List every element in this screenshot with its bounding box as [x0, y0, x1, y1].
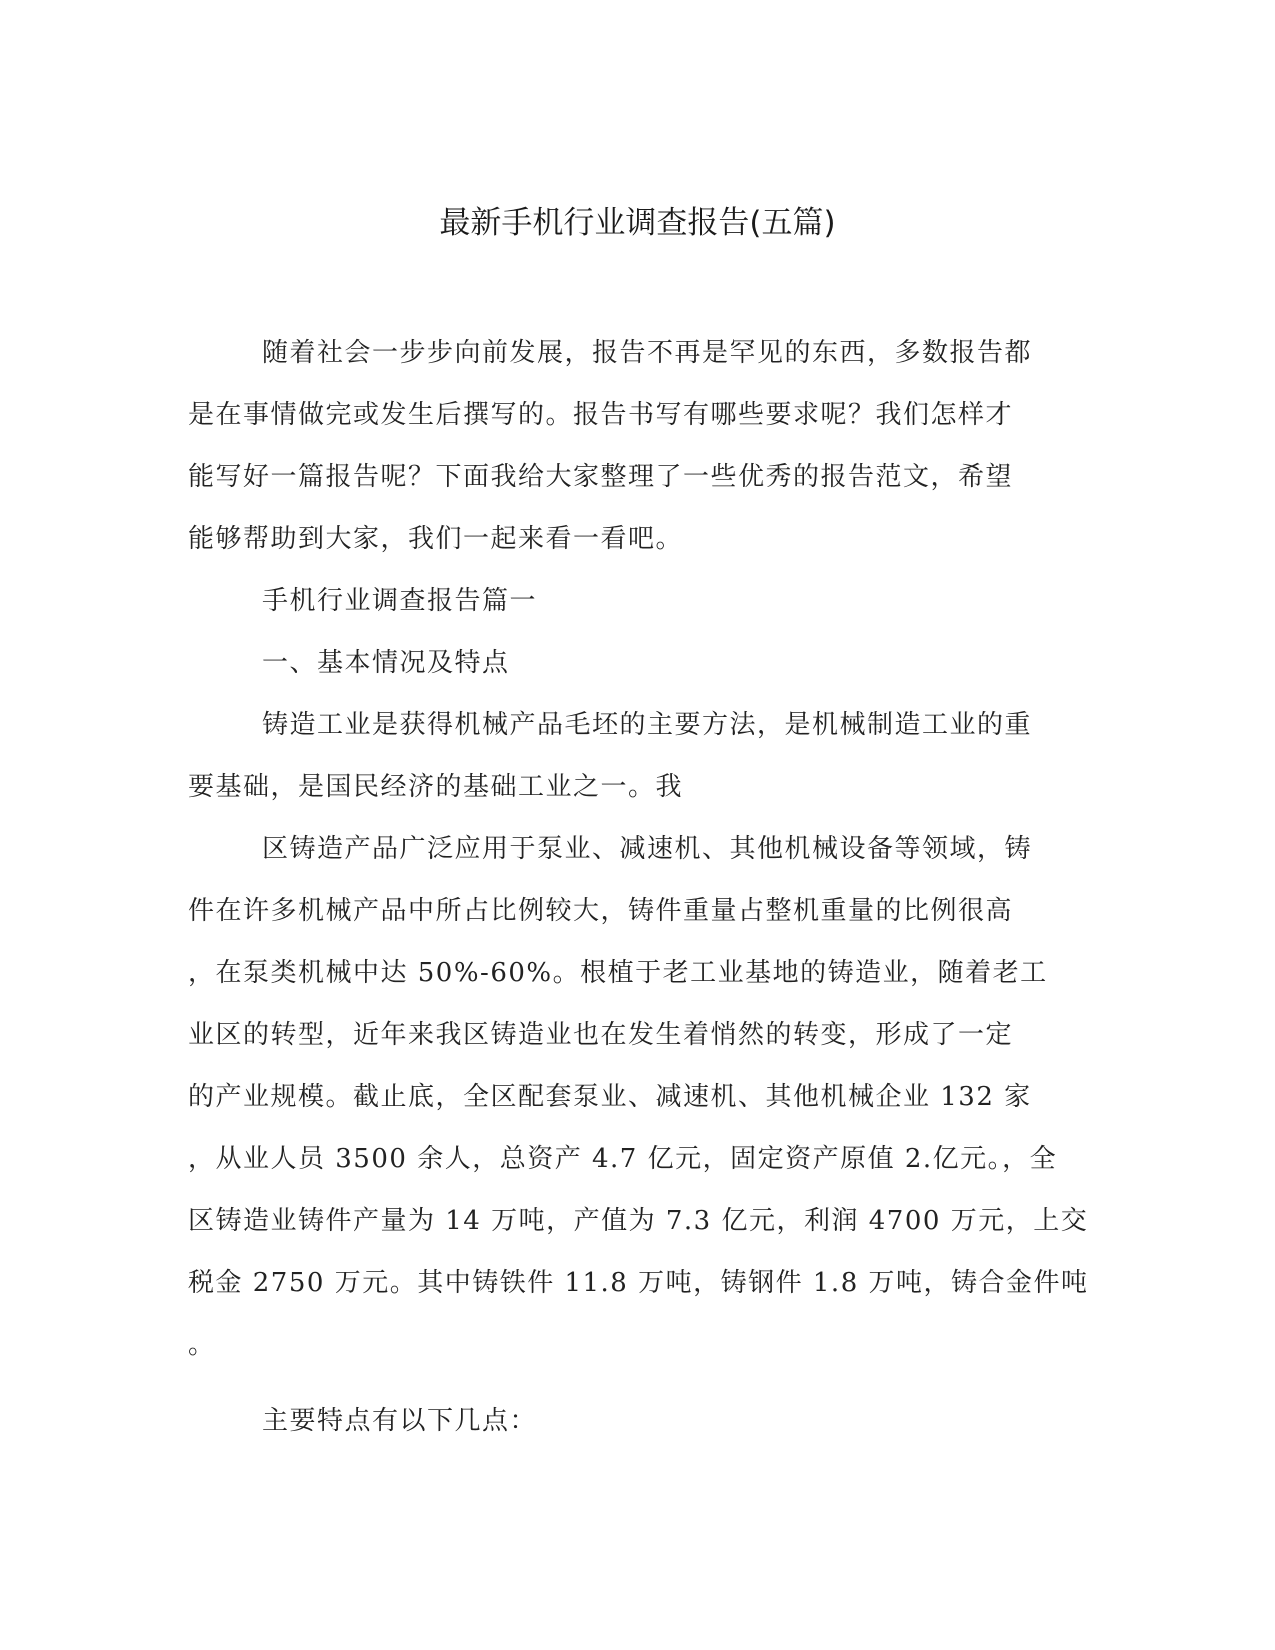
intro-line: 能写好一篇报告呢？下面我给大家整理了一些优秀的报告范文，希望 — [188, 462, 1014, 492]
paragraph-line: 业区的转型，近年来我区铸造业也在发生着悄然的转变，形成了一定 — [188, 1020, 1014, 1050]
paragraph-line: 税金 2750 万元。其中铸铁件 11.8 万吨，铸钢件 1.8 万吨，铸合金件吨 — [188, 1268, 1089, 1298]
intro-line: 随着社会一步步向前发展，报告不再是罕见的东西，多数报告都 — [262, 338, 1033, 368]
paragraph-line: 件在许多机械产品中所占比例较大，铸件重量占整机重量的比例很高 — [188, 896, 1014, 926]
paragraph-line: 铸造工业是获得机械产品毛坯的主要方法，是机械制造工业的重 — [262, 710, 1033, 740]
section-heading: 手机行业调查报告篇一 — [262, 586, 538, 616]
paragraph-line: ，从业人员 3500 余人，总资产 4.7 亿元，固定资产原值 2.亿元。，全 — [188, 1144, 1058, 1174]
paragraph-line: 区铸造产品广泛应用于泵业、减速机、其他机械设备等领域，铸 — [262, 834, 1033, 864]
paragraph-line: 。 — [188, 1330, 216, 1360]
document-title: 最新手机行业调查报告(五篇) — [439, 205, 836, 241]
paragraph-line: 的产业规模。截止底，全区配套泵业、减速机、其他机械企业 132 家 — [188, 1082, 1032, 1112]
intro-line: 是在事情做完或发生后撰写的。报告书写有哪些要求呢？我们怎样才 — [188, 400, 1014, 430]
paragraph-line: 要基础，是国民经济的基础工业之一。我 — [188, 772, 684, 802]
document-body — [188, 322, 1089, 1452]
paragraph-line: ，在泵类机械中达 50%-60%。根植于老工业基地的铸造业，随着老工 — [188, 958, 1048, 988]
subheading: 一、基本情况及特点 — [262, 648, 510, 678]
paragraph-line: 区铸造业铸件产量为 14 万吨，产值为 7.3 亿元，利润 4700 万元，上交 — [188, 1206, 1089, 1236]
spacer — [188, 1376, 1068, 1390]
paragraph-line: 主要特点有以下几点： — [262, 1406, 538, 1436]
intro-line: 能够帮助到大家，我们一起来看一看吧。 — [188, 524, 684, 554]
